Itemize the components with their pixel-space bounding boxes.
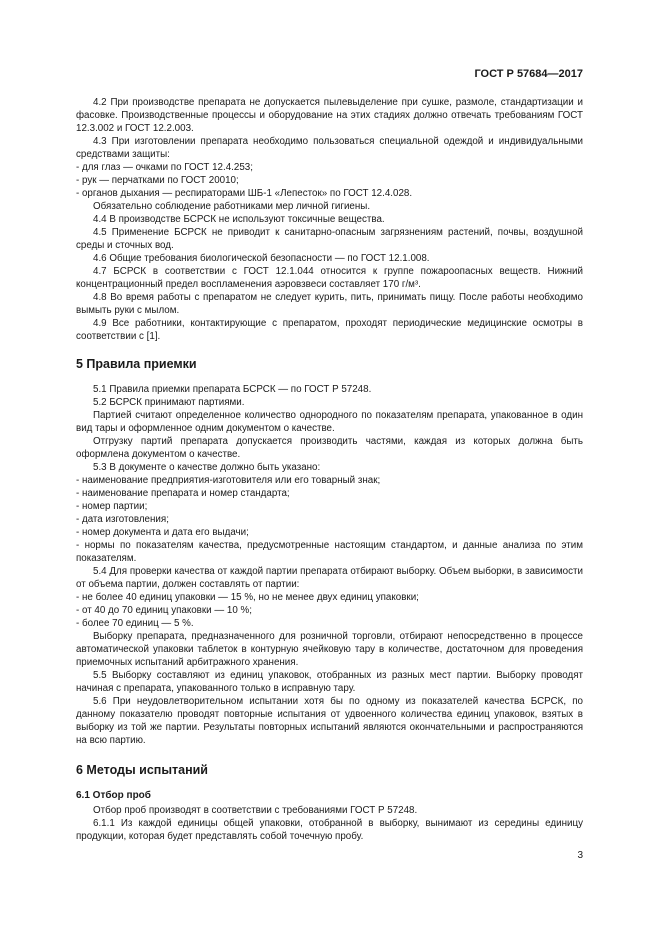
paragraph: Обязательно соблюдение работниками мер личной гигиены. [93,201,371,212]
list-item: - наименование препарата и номер стандарта; [76,488,290,499]
paragraph: 6.1.1 Из каждой единицы общей упаковки, отобранной в выборку, вынимают из середины единицу продукции, которая будет представлять собой точечную пробу. [76,818,583,842]
standard-code-header: ГОСТ Р 57684—2017 [474,68,583,80]
paragraph: 5.3 В документе о качестве должно быть указано: [93,462,321,473]
paragraph: 4.4 В производстве БСРСК не используют токсичные вещества. [93,214,385,225]
paragraph: 4.7 БСРСК в соответствии с ГОСТ 12.1.044 относится к группе пожароопасных веществ. Нижний концентрационный предел воспламенения аэровзвеси составляет 170 г/м³. [76,266,583,290]
paragraph: 5.6 При неудовлетворительном испытании хотя бы по одному из показателей качества БСРСК, по данному показателю проводят повторные испытания от удвоенного количества единиц упаковок, взятых в выборку из той же партии. Результаты повторных испытаний являются окончательными и распространяются на всю партию. [76,696,583,746]
paragraph: 5.4 Для проверки качества от каждой партии препарата отбирают выборку. Объем выборки, в зависимости от объема партии, должен составлять от партии: [76,566,583,590]
paragraph: 5.1 Правила приемки препарата БСРСК — по ГОСТ Р 57248. [93,384,372,395]
paragraph: 5.5 Выборку составляют из единиц упаковок, отобранных из разных мест партии. Выборку проводят начиная с препарата, упакованного только в исправную тару. [76,670,583,694]
list-item: - наименование предприятия-изготовителя или его товарный знак; [76,475,381,486]
paragraph: 4.6 Общие требования биологической безопасности — по ГОСТ 12.1.008. [93,253,430,264]
list-item: - нормы по показателям качества, предусмотренные настоящим стандартом, и данные анализа по этим показателям. [76,540,583,564]
paragraph: 4.9 Все работники, контактирующие с препаратом, проходят периодические медицинские осмотры в соответствии с [1]. [76,318,583,342]
subsection-6-1-title: 6.1 Отбор проб [76,790,151,801]
section-6-body [76,804,583,843]
page-content [76,96,583,843]
paragraph: Партией считают определенное количество однородного по показателям препарата, упакованное в один вид тары и оформленное одним документом о качестве. [76,410,583,434]
page-number: 3 [577,850,583,861]
paragraph: 4.2 При производстве препарата не допускается пылевыделение при сушке, размоле, стандартизации и фасовке. Производственные процессы и оборудование на этих стадиях должно отвечать требованиям ГОСТ 12.3.002 и ГОСТ 12.2.003. [76,97,583,134]
list-item: - органов дыхания — респираторами ШБ-1 «Лепесток» по ГОСТ 12.4.028. [76,188,413,199]
paragraph: 5.2 БСРСК принимают партиями. [93,397,245,408]
section-5-body [76,383,583,747]
paragraph: 4.8 Во время работы с препаратом не следует курить, пить, принимать пищу. После работы необходимо вымыть руки с мылом. [76,292,583,316]
list-item: - дата изготовления; [76,514,169,525]
list-item: - для глаз — очками по ГОСТ 12.4.253; [76,162,253,173]
list-item: - не более 40 единиц упаковки — 15 %, но не менее двух единиц упаковки; [76,592,419,603]
list-item: - более 70 единиц — 5 %. [76,618,194,629]
list-item: - рук — перчатками по ГОСТ 20010; [76,175,239,186]
paragraph: Выборку препарата, предназначенного для розничной торговли, отбирают непосредственно в процессе автоматической упаковки таблеток в контурную ячейковую тару в количестве, достаточном для проведения приемочных испытаний арбитражного хранения. [76,631,583,668]
paragraph: 4.3 При изготовлении препарата необходимо пользоваться специальной одеждой и индивидуальными средствами защиты: [76,136,583,160]
paragraph: Отгрузку партий препарата допускается производить частями, каждая из которых должна быть оформлена документом о качестве. [76,436,583,460]
list-item: - номер партии; [76,501,148,512]
list-item: - от 40 до 70 единиц упаковки — 10 %; [76,605,252,616]
paragraph: 4.5 Применение БСРСК не приводит к санитарно-опасным загрязнениям растений, почвы, воздушной среды и сточных вод. [76,227,583,251]
section-4-continuation [76,96,583,343]
section-6-title: 6 Методы испытаний [76,763,208,777]
paragraph: Отбор проб производят в соответствии с требованиями ГОСТ Р 57248. [93,805,418,816]
list-item: - номер документа и дата его выдачи; [76,527,249,538]
section-5-title: 5 Правила приемки [76,357,197,371]
